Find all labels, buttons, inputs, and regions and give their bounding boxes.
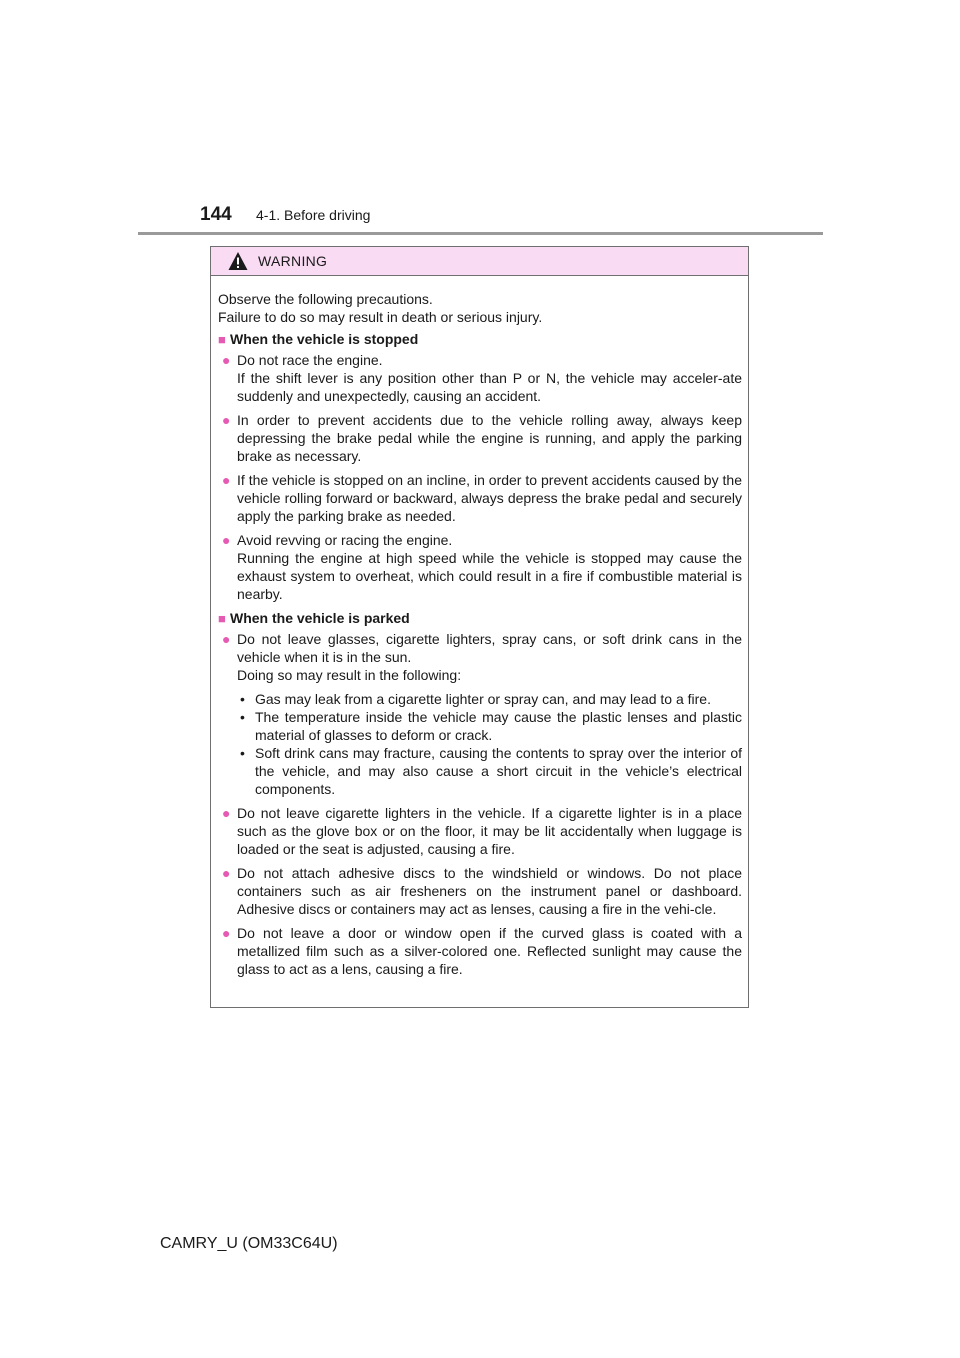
intro-line: Observe the following precautions. [218, 291, 433, 307]
circle-bullet-icon: ● [222, 472, 231, 488]
item-line: Do not leave glasses, cigarette lighters, spray cans, or soft drink cans in the vehicle when it is in the sun. [237, 631, 742, 665]
list-item [222, 411, 742, 465]
sub-item-text: The temperature inside the vehicle may cause the plastic lenses and plastic material of glasses to deform or crack. [255, 709, 742, 743]
circle-bullet-icon: ● [222, 925, 231, 941]
list-item [222, 531, 742, 603]
circle-bullet-icon: ● [222, 532, 231, 548]
square-bullet-icon: ■ [218, 332, 226, 347]
warning-title: WARNING [258, 253, 328, 269]
circle-bullet-icon: ● [222, 631, 231, 647]
item-line: If the shift lever is any position other than P or N, the vehicle may acceler-ate suddenly and unexpectedly, causing an accident. [237, 370, 742, 404]
sub-bullet-icon: • [240, 709, 245, 725]
warning-body [211, 276, 748, 978]
page-footer: CAMRY_U (OM33C64U) [160, 1235, 338, 1252]
sub-item-text: Soft drink cans may fracture, causing the contents to spray over the interior of the vehicle, and may also cause a short circuit in the vehicle’s electrical components. [255, 745, 742, 797]
section-title: 4-1. Before driving [256, 207, 371, 223]
circle-bullet-icon: ● [222, 805, 231, 821]
sub-bullet-icon: • [240, 691, 245, 707]
item-line: Do not leave cigarette lighters in the vehicle. If a cigarette lighter is in a place such as the glove box or on the floor, it may be lit accidentally when luggage is loaded or the seat is adjusted, causing a fire. [237, 805, 742, 857]
warning-triangle-icon [228, 251, 248, 271]
circle-bullet-icon: ● [222, 865, 231, 881]
section-heading-parked [218, 609, 742, 628]
list-item [222, 924, 742, 978]
sub-item [237, 690, 742, 708]
warning-header [211, 247, 748, 276]
item-line: Do not leave a door or window open if the curved glass is coated with a metallized film such as a silver-colored one. Reflected sunlight may cause the glass to act as a lens, causing a fire. [237, 925, 742, 977]
page-header [200, 204, 370, 226]
item-line: Do not attach adhesive discs to the windshield or windows. Do not place containers such as air fresheners on the instrument panel or dashboard. Adhesive discs or containers may act as lenses, causing a fire in the vehi-cle. [237, 865, 742, 917]
list-item [222, 864, 742, 918]
section-heading-text: When the vehicle is parked [230, 610, 410, 626]
sub-item-text: Gas may leak from a cigarette lighter or spray can, and may lead to a fire. [255, 691, 711, 707]
item-line: Do not race the engine. [237, 352, 383, 368]
sub-item [237, 744, 742, 798]
intro-line: Failure to do so may result in death or serious injury. [218, 309, 543, 325]
item-line: Running the engine at high speed while the vehicle is stopped may cause the exhaust system to overheat, which could result in a fire if combustible material is nearby. [237, 550, 742, 602]
section-heading-text: When the vehicle is stopped [230, 331, 419, 347]
sub-item [237, 708, 742, 744]
circle-bullet-icon: ● [222, 412, 231, 428]
header-divider [138, 232, 823, 235]
item-line: Avoid revving or racing the engine. [237, 532, 453, 548]
circle-bullet-icon: ● [222, 352, 231, 368]
square-bullet-icon: ■ [218, 611, 226, 626]
list-item [222, 351, 742, 405]
item-line: In order to prevent accidents due to the vehicle rolling away, always keep depressing the brake pedal while the engine is running, and apply the parking brake as necessary. [237, 412, 742, 464]
sub-bullet-icon: • [240, 745, 245, 761]
list-item [222, 630, 742, 798]
item-line: If the vehicle is stopped on an incline, in order to prevent accidents caused by the vehicle rolling forward or backward, always depress the brake pedal and securely apply the parking brake as needed. [237, 472, 742, 524]
item-line: Doing so may result in the following: [237, 667, 462, 683]
section-heading-stopped [218, 330, 742, 349]
warning-box [210, 246, 749, 1008]
list-item [222, 471, 742, 525]
page-number: 144 [200, 204, 232, 225]
list-item [222, 804, 742, 858]
